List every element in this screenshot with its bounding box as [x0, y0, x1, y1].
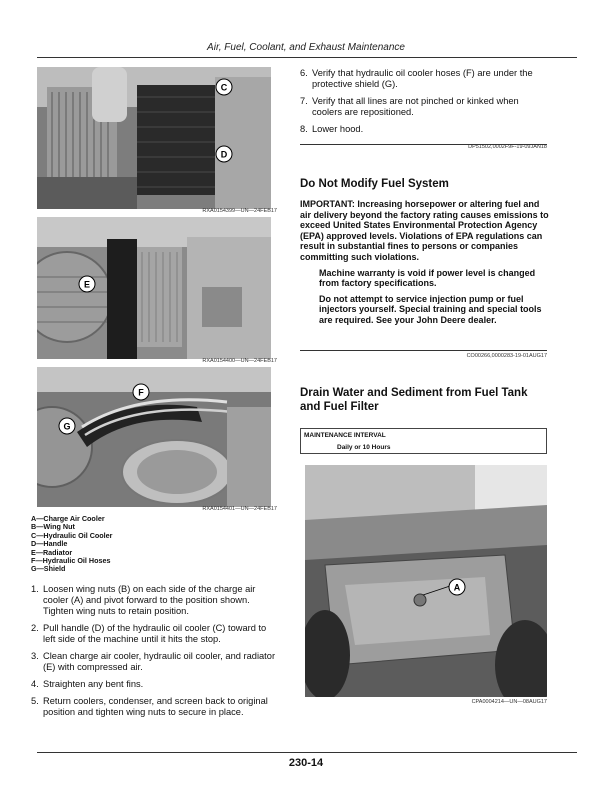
interval-label: MAINTENANCE INTERVAL [304, 432, 386, 439]
legend-item: B—Wing Nut [31, 522, 75, 532]
legend-item: A—Charge Air Cooler [31, 514, 105, 523]
legend-item: F—Hydraulic Oil Hoses [31, 556, 111, 566]
steps-right [300, 68, 550, 141]
step-item: 7. Verify that all lines are not pinched or kinked when coolers are repositioned. [300, 96, 519, 117]
doc-reference: CO00266,0000283-19-01AUG17 [466, 353, 547, 359]
figure-radiator-photo [37, 217, 271, 359]
callout-a: A [453, 582, 461, 593]
important-notice [300, 199, 550, 331]
page-number: 230-14 [288, 757, 324, 769]
figure-charge-air-cooler-photo [37, 67, 271, 209]
section-rule [300, 350, 547, 351]
figure-legend [31, 515, 112, 574]
callout-f: F [138, 387, 144, 398]
figure-4-caption: CPA0004214—UN—08AUG17 [471, 699, 547, 705]
step-item: 3. Clean charge air cooler, hydraulic oil cooler, and radiator (E) with compressed air. [31, 651, 276, 672]
important-label: IMPORTANT: [300, 199, 355, 209]
figure-3-caption: RXA0154401—UN—24FEB17 [202, 506, 277, 512]
callout-e: E [83, 279, 91, 290]
step-item: 1. Loosen wing nuts (B) on each side of the charge air cooler (A) and pivot forward to the position shown. Tighten wing nuts to retain position. [31, 584, 256, 616]
callout-g: G [63, 421, 71, 432]
header-rule [37, 57, 577, 58]
step-item: 5. Return coolers, condenser, and screen back to original position and tighten wing nuts to secure in place. [31, 696, 268, 717]
figure-2-caption: RXA0154400—UN—24FEB17 [202, 358, 277, 364]
step-item: 2. Pull handle (D) of the hydraulic oil cooler (C) toward to left side of the machine until it hits the stop. [31, 623, 267, 644]
steps-left [31, 584, 281, 724]
legend-item: D—Handle [31, 539, 68, 549]
callout-c: C [220, 82, 228, 93]
important-text: Machine warranty is void if power level is changed from factory specifications. [319, 267, 536, 289]
legend-item: E—Radiator [31, 547, 73, 557]
step-item: 4. Straighten any bent fins. [31, 679, 144, 689]
legend-item: G—Shield [31, 564, 66, 574]
doc-reference: DP51502,0002F9F-19-09JAN18 [468, 144, 547, 150]
callout-d: D [220, 149, 228, 160]
figure-1-caption: RXA0154399—UN—24FEB17 [202, 208, 277, 214]
step-item: 6. Verify that hydraulic oil cooler hoses (F) are under the protective shield (G). [300, 68, 533, 89]
figure-hoses-shield-photo [37, 367, 271, 507]
running-header: Air, Fuel, Coolant, and Exhaust Maintenance [207, 42, 405, 53]
important-text: Increasing horsepower or altering fuel and air delivery beyond the factory rating causes emissions to exceed United States Environmental Protection Agency (EPA) approved levels. Violations of EPA regulations can result in substantial fines to persons or companies committing such violations. [300, 199, 549, 262]
footer-rule [37, 752, 577, 753]
important-text: Do not attempt to service injection pump or fuel injectors yourself. Special training and special tools are required. See your John Deere dealer. [319, 293, 542, 325]
interval-value: Daily or 10 Hours [337, 444, 391, 451]
section-title-fuel-system: Do Not Modify Fuel System [300, 178, 449, 190]
maintenance-interval-box [300, 428, 547, 454]
figure-fuel-tank-photo [305, 465, 547, 697]
legend-item: C—Hydraulic Oil Cooler [31, 530, 113, 540]
step-item: 8. Lower hood. [300, 124, 364, 134]
section-title-drain-water: Drain Water and Sediment from Fuel Tank and Fuel Filter [300, 387, 528, 413]
